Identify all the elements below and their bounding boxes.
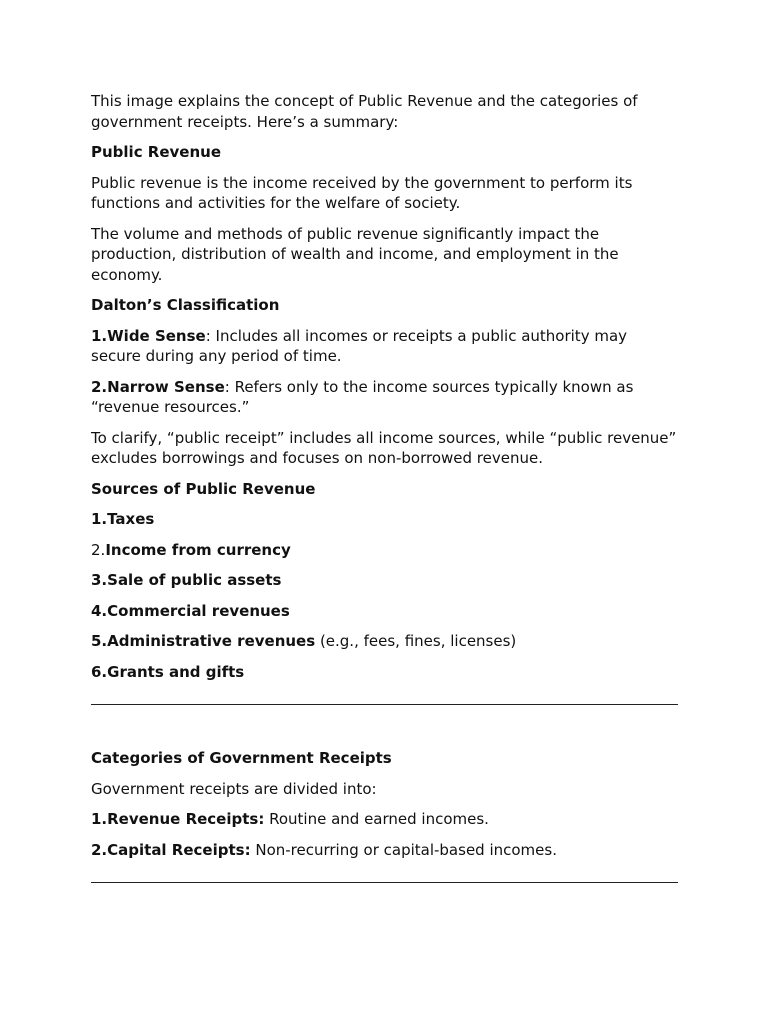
public-revenue-definition: Public revenue is the income received by the government to perform its functions and activities for the welfare of society. bbox=[91, 173, 633, 212]
source-item-currency: 2.Income from currency bbox=[91, 540, 291, 559]
dalton-item-narrow-sense: 2.Narrow Sense: Refers only to the income sources typically known as “revenue resources.” bbox=[91, 377, 634, 416]
receipt-item-revenue: 1.Revenue Receipts: Routine and earned incomes. bbox=[91, 810, 489, 828]
source-item-taxes: 1.Taxes bbox=[91, 510, 155, 528]
divider bbox=[91, 882, 678, 883]
public-revenue-impact: The volume and methods of public revenue significantly impact the production, distribution of wealth and income, and employment in the economy. bbox=[91, 224, 619, 284]
intro-paragraph: This image explains the concept of Public Revenue and the categories of government receipts. Here’s a summary: bbox=[91, 92, 638, 131]
source-item-commercial: 4.Commercial revenues bbox=[91, 601, 290, 620]
dalton-clarification: To clarify, “public receipt” includes all income sources, while “public revenue” excludes borrowings and focuses on non-borrowed revenue. bbox=[91, 428, 677, 467]
receipts-intro: Government receipts are divided into: bbox=[91, 779, 377, 798]
divider bbox=[91, 704, 678, 705]
dalton-heading: Dalton’s Classification bbox=[91, 296, 280, 314]
source-item-grants: 6.Grants and gifts bbox=[91, 662, 245, 681]
receipt-item-capital: 2.Capital Receipts: Non-recurring or capital-based incomes. bbox=[91, 840, 557, 859]
sources-heading: Sources of Public Revenue bbox=[91, 479, 316, 498]
source-item-public-assets: 3.Sale of public assets bbox=[91, 571, 282, 589]
source-item-administrative: 5.Administrative revenues (e.g., fees, fines, licenses) bbox=[91, 632, 517, 650]
receipts-heading: Categories of Government Receipts bbox=[91, 749, 392, 767]
public-revenue-heading: Public Revenue bbox=[91, 143, 222, 161]
document-body bbox=[91, 91, 678, 883]
dalton-item-wide-sense: 1.Wide Sense: Includes all incomes or receipts a public authority may secure during any period of time. bbox=[91, 326, 628, 365]
